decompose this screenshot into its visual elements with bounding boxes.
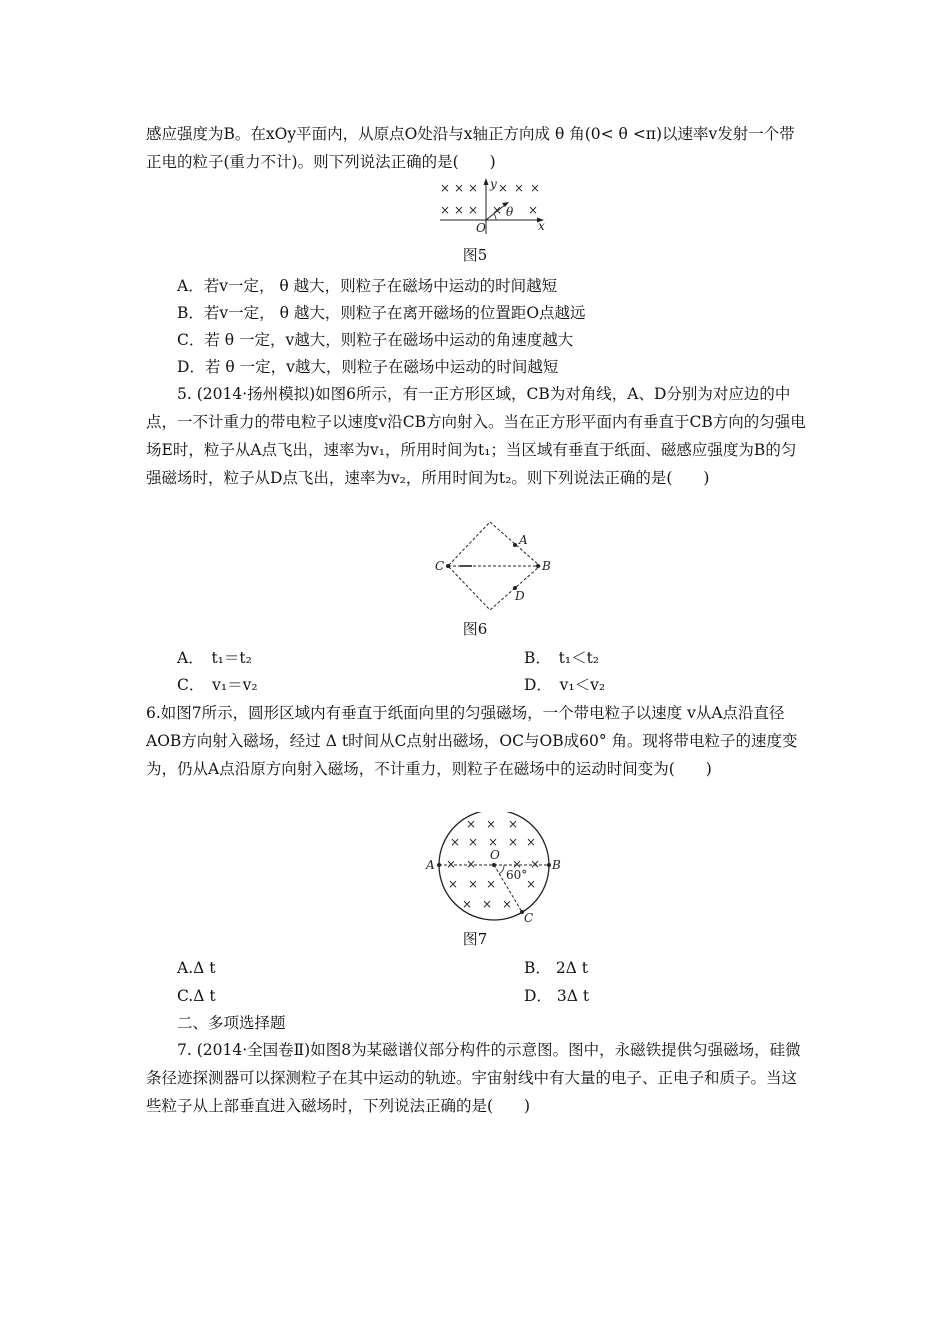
fig5-cross: ×	[454, 181, 465, 195]
fig7-cross: ×	[526, 835, 537, 849]
section-title-multiple-choice: 二、多项选择题	[177, 1014, 286, 1032]
fig5-y-arrow	[484, 178, 489, 185]
fig7-angle-arc	[499, 865, 504, 874]
fig5-label-y: y	[490, 177, 497, 191]
fig5-cross: ×	[440, 203, 451, 217]
q7-stem: 7. (2014·全国卷Ⅱ)如图8为某磁谱仪部分构件的示意图。图中，永磁铁提供匀强磁场，硅微条径迹探测器可以探测粒子在其中运动的轨迹。宇宙射线中有大量的电子、正电子和质子。当这些粒子从上部垂直进入磁场时，下列说法正确的是( )	[146, 1041, 801, 1115]
fig7-cross: ×	[450, 835, 461, 849]
fig7-cross: ×	[462, 897, 473, 911]
fig7-label-angle: 60°	[506, 868, 528, 882]
fig7-cross: ×	[446, 857, 457, 871]
fig7-caption: 图7	[462, 930, 488, 948]
fig6-point-b	[536, 564, 540, 568]
q6-stem: 6.如图7所示，圆形区域内有垂直于纸面向里的匀强磁场，一个带电粒子以速度 v从A点沿直径AOB方向射入磁场，经过 Δ t时间从C点射出磁场，OC与OB成60° 角。现将带电粒子的速度变为，仍从A点沿原方向射入磁场，不计重力，则粒子在磁场中的运动时间变为( )	[146, 704, 798, 778]
fig6-point-a	[513, 543, 517, 547]
figure-7	[420, 812, 562, 924]
fig7-cross: ×	[508, 835, 519, 849]
fig5-label-o: O	[476, 221, 486, 234]
q5-option-c: C． v₁＝v₂	[177, 676, 258, 694]
fig5-cross: ×	[440, 181, 451, 195]
fig7-cross: ×	[502, 897, 513, 911]
fig5-cross: ×	[468, 203, 479, 217]
fig7-cross: ×	[468, 877, 479, 891]
fig7-cross: ×	[486, 877, 497, 891]
fig5-cross: ×	[454, 203, 465, 217]
fig7-cross: ×	[526, 877, 537, 891]
fig7-cross: ×	[482, 897, 493, 911]
q4-option-d: D．若 θ 一定，v越大，则粒子在磁场中运动的时间越短	[177, 358, 559, 376]
q6-option-d: D． 3Δ t	[524, 987, 590, 1005]
fig6-label-b: B	[542, 559, 551, 573]
fig5-cross: ×	[492, 203, 503, 217]
fig5-caption: 图5	[462, 246, 488, 264]
fig5-cross: ×	[528, 203, 539, 217]
fig6-label-a: A	[519, 533, 528, 547]
fig7-label-c: C	[524, 911, 534, 924]
fig5-cross: ×	[530, 181, 541, 195]
fig7-label-a: A	[426, 858, 435, 872]
fig7-cross: ×	[530, 857, 541, 871]
fig6-label-d: D	[515, 589, 525, 603]
fig7-point-a	[437, 863, 441, 867]
q4-option-c: C．若 θ 一定，v越大，则粒子在磁场中运动的角速度越大	[177, 331, 574, 349]
fig7-cross: ×	[466, 817, 477, 831]
q5-option-d: D． v₁＜v₂	[524, 676, 606, 694]
fig7-cross: ×	[512, 857, 523, 871]
q6-option-c: C.Δ t	[177, 987, 216, 1005]
q4-stem: 感应强度为B。在xOy平面内，从原点O处沿与x轴正方向成 θ 角(0< θ <π)以速率v发射一个带正电的粒子(重力不计)。则下列说法正确的是( )	[146, 125, 795, 171]
fig5-cross: ×	[468, 181, 479, 195]
fig5-cross: ×	[498, 181, 509, 195]
fig5-label-x: x	[538, 219, 545, 233]
fig7-cross: ×	[466, 857, 477, 871]
q5-option-a: A． t₁＝t₂	[177, 649, 252, 667]
fig5-cross: ×	[514, 181, 525, 195]
fig7-cross: ×	[448, 877, 459, 891]
q5-stem: 5. (2014·扬州模拟)如图6所示，有一正方形区域，CB为对角线，A、D分别为对应边的中点，一不计重力的带电粒子以速度v沿CB方向射入。当在正方形平面内有垂直于CB方向的匀强电场E时，粒子从A点飞出，速率为v₁，所用时间为t₁；当区域有垂直于纸面、磁感应强度为B的匀强磁场时，粒子从D点飞出，速率为v₂，所用时间为t₂。则下列说法正确的是( )	[146, 385, 806, 487]
fig7-point-o	[492, 863, 496, 867]
fig7-cross: ×	[486, 817, 497, 831]
q5-option-b: B． t₁＜t₂	[524, 649, 600, 667]
q4-option-a: A．若v一定， θ 越大，则粒子在磁场中运动的时间越短	[177, 277, 558, 295]
fig7-cross: ×	[468, 835, 479, 849]
q4-option-b: B．若v一定， θ 越大，则粒子在离开磁场的位置距O点越远	[177, 304, 586, 322]
figure-5	[436, 176, 546, 234]
fig7-cross: ×	[488, 835, 499, 849]
q6-option-a: A.Δ t	[177, 959, 216, 977]
fig6-label-c: C	[435, 559, 445, 573]
fig7-point-b	[547, 863, 551, 867]
fig7-label-b: B	[552, 858, 561, 872]
fig6-point-c	[446, 564, 450, 568]
fig5-label-theta: θ	[506, 205, 514, 219]
fig6-caption: 图6	[462, 620, 488, 638]
fig7-label-o: O	[490, 848, 500, 862]
figure-6	[430, 516, 554, 610]
q6-option-b: B． 2Δ t	[524, 959, 589, 977]
fig7-cross: ×	[508, 817, 519, 831]
